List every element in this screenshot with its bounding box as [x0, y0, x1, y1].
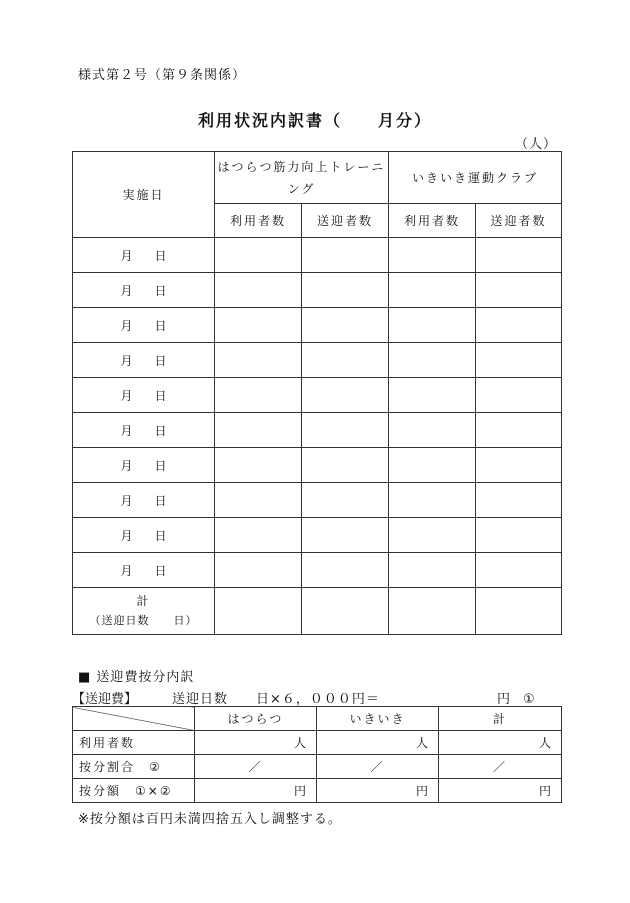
- date-cell: 月 日: [73, 483, 215, 518]
- date-cell: 月 日: [73, 448, 215, 483]
- table-row: [73, 518, 562, 553]
- table-row: [73, 378, 562, 413]
- date-cell: 月 日: [73, 378, 215, 413]
- total-label: 計: [136, 594, 151, 608]
- table-row: [73, 553, 562, 588]
- value-cell[interactable]: [215, 273, 302, 308]
- value-cell[interactable]: [215, 378, 302, 413]
- value-cell[interactable]: [302, 553, 389, 588]
- form-number: 様式第２号（第９条関係）: [78, 68, 247, 83]
- table-row: [73, 238, 562, 273]
- value-cell[interactable]: [389, 308, 476, 343]
- value-cell[interactable]: [389, 448, 476, 483]
- value-cell[interactable]: [215, 343, 302, 378]
- transport-fee-label: 【送迎費】: [72, 692, 138, 707]
- value-cell[interactable]: [476, 553, 562, 588]
- value-cell[interactable]: [389, 273, 476, 308]
- date-cell: 月 日: [73, 273, 215, 308]
- value-cell[interactable]: [476, 588, 562, 635]
- unit-label: （人）: [515, 137, 558, 152]
- table-row: [73, 413, 562, 448]
- date-cell: 月 日: [73, 238, 215, 273]
- transport-days-label: （送迎日数 日）: [89, 614, 198, 627]
- ratio-cell[interactable]: ／: [317, 755, 439, 779]
- value-cell[interactable]: [476, 413, 562, 448]
- value-cell[interactable]: [476, 448, 562, 483]
- allocation-table: [72, 706, 562, 803]
- value-cell[interactable]: [476, 273, 562, 308]
- total-row: [73, 588, 562, 635]
- amount-cell[interactable]: 円: [317, 779, 439, 803]
- value-cell[interactable]: [302, 413, 389, 448]
- value-cell[interactable]: [302, 308, 389, 343]
- col-hatsuratsu: はつらつ: [195, 707, 317, 731]
- value-cell[interactable]: [389, 518, 476, 553]
- value-cell[interactable]: [302, 343, 389, 378]
- value-cell[interactable]: [389, 553, 476, 588]
- group2-transport-header: 送迎者数: [476, 204, 562, 238]
- value-cell[interactable]: [302, 588, 389, 635]
- value-cell[interactable]: [302, 518, 389, 553]
- amount-cell[interactable]: 円: [439, 779, 562, 803]
- date-cell: 月 日: [73, 308, 215, 343]
- table-row: [73, 308, 562, 343]
- section-heading: ■ 送迎費按分内訳: [78, 670, 195, 685]
- value-cell[interactable]: [302, 483, 389, 518]
- col-total: 計: [439, 707, 562, 731]
- users-cell[interactable]: 人: [439, 731, 562, 755]
- value-cell[interactable]: [389, 238, 476, 273]
- yen-marker: 円 ①: [497, 692, 535, 707]
- total-cell: [73, 588, 215, 635]
- value-cell[interactable]: [215, 518, 302, 553]
- rounding-note: ※按分額は百円未満四捨五入し調整する。: [78, 812, 342, 827]
- users-cell[interactable]: 人: [195, 731, 317, 755]
- usage-table: [72, 151, 562, 635]
- value-cell[interactable]: [389, 483, 476, 518]
- date-cell: 月 日: [73, 553, 215, 588]
- value-cell[interactable]: [389, 588, 476, 635]
- value-cell[interactable]: [215, 588, 302, 635]
- amount-cell[interactable]: 円: [195, 779, 317, 803]
- date-cell: 月 日: [73, 343, 215, 378]
- ratio-cell[interactable]: ／: [195, 755, 317, 779]
- diagonal-cell: [73, 707, 195, 731]
- value-cell[interactable]: [476, 343, 562, 378]
- group2-users-header: 利用者数: [389, 204, 476, 238]
- value-cell[interactable]: [215, 308, 302, 343]
- table-row: [73, 483, 562, 518]
- group2-header: いきいき運動クラブ: [389, 152, 562, 204]
- row-amount-label: 按分額 ①×②: [73, 779, 195, 803]
- value-cell[interactable]: [302, 378, 389, 413]
- value-cell[interactable]: [476, 308, 562, 343]
- col-ikiiki: いきいき: [317, 707, 439, 731]
- value-cell[interactable]: [389, 378, 476, 413]
- value-cell[interactable]: [476, 518, 562, 553]
- value-cell[interactable]: [302, 448, 389, 483]
- date-cell: 月 日: [73, 413, 215, 448]
- value-cell[interactable]: [215, 238, 302, 273]
- value-cell[interactable]: [215, 413, 302, 448]
- row-ratio-label: 按分割合 ②: [73, 755, 195, 779]
- table-row: [73, 448, 562, 483]
- value-cell[interactable]: [476, 483, 562, 518]
- group1-header: はつらつ筋力向上トレーニング: [215, 152, 389, 204]
- value-cell[interactable]: [476, 238, 562, 273]
- row-users-label: 利用者数: [73, 731, 195, 755]
- page-title: 利用状況内訳書（ 月分）: [197, 111, 432, 130]
- value-cell[interactable]: [302, 238, 389, 273]
- value-cell[interactable]: [215, 448, 302, 483]
- value-cell[interactable]: [476, 378, 562, 413]
- formula-text: 送迎日数 日×６，０００円＝: [172, 692, 380, 707]
- value-cell[interactable]: [389, 343, 476, 378]
- value-cell[interactable]: [215, 553, 302, 588]
- users-cell[interactable]: 人: [317, 731, 439, 755]
- table-row: [73, 343, 562, 378]
- group1-transport-header: 送迎者数: [302, 204, 389, 238]
- value-cell[interactable]: [215, 483, 302, 518]
- date-header: 実施日: [73, 152, 215, 238]
- value-cell[interactable]: [389, 413, 476, 448]
- group1-users-header: 利用者数: [215, 204, 302, 238]
- value-cell[interactable]: [302, 273, 389, 308]
- table-row: [73, 273, 562, 308]
- date-cell: 月 日: [73, 518, 215, 553]
- ratio-cell[interactable]: ／: [439, 755, 562, 779]
